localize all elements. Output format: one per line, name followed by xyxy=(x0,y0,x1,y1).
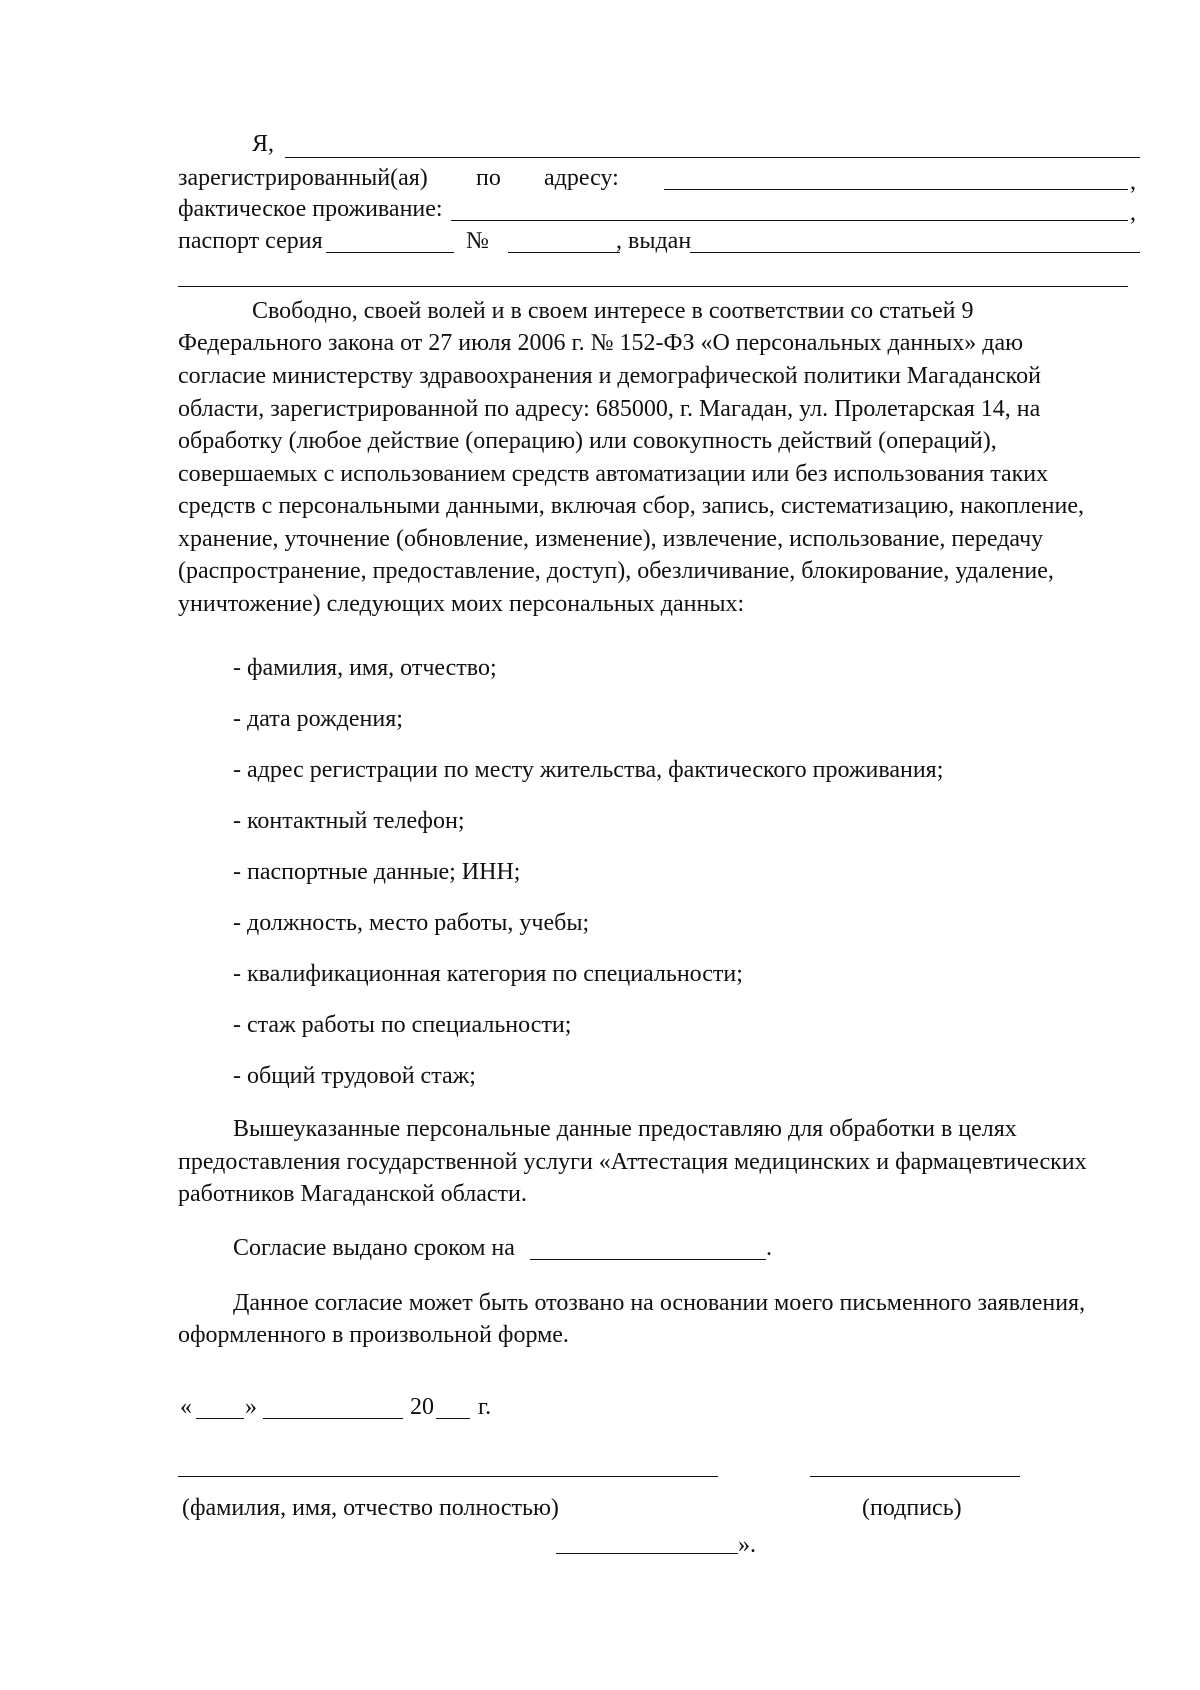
date-day-line[interactable] xyxy=(196,1418,244,1419)
date-year-line[interactable] xyxy=(436,1418,470,1419)
consent-line-3: согласие министерству здравоохранения и демографической политики Магаданской xyxy=(178,363,1041,389)
signature-caption: (подпись) xyxy=(862,1495,962,1521)
consent-line-6: совершаемых с использованием средств автоматизации или без использования таких xyxy=(178,461,1049,487)
revocation-line-1: Данное согласие может быть отозвано на основании моего письменного заявления, xyxy=(233,1290,1086,1316)
number-sign: № xyxy=(466,228,489,254)
issued-by-line-2[interactable] xyxy=(178,286,1128,287)
date-month-line[interactable] xyxy=(263,1418,403,1419)
revocation-line-2: оформленного в произвольной форме. xyxy=(178,1322,569,1348)
full-name-signature-line[interactable] xyxy=(178,1476,718,1477)
consent-line-8: хранение, уточнение (обновление, изменение), извлечение, использование, передачу xyxy=(178,526,1044,552)
data-item-birth-date: - дата рождения; xyxy=(233,706,403,732)
issued-label: , выдан xyxy=(616,228,692,254)
passport-label: паспорт серия xyxy=(178,228,323,254)
bottom-closing-quote: ». xyxy=(738,1532,756,1558)
issued-by-line[interactable] xyxy=(690,252,1140,253)
date-year-prefix: 20 xyxy=(410,1394,434,1420)
data-item-phone: - контактный телефон; xyxy=(233,808,465,834)
data-item-passport: - паспортные данные; ИНН; xyxy=(233,859,521,885)
data-item-total-experience: - общий трудовой стаж; xyxy=(233,1063,476,1089)
consent-line-1: Свободно, своей волей и в своем интересе в соответствии со статьей 9 xyxy=(252,298,974,324)
purpose-line-2: предоставления государственной услуги «Аттестация медицинских и фармацевтических xyxy=(178,1149,1087,1175)
consent-line-10: уничтожение) следующих моих персональных данных: xyxy=(178,591,745,617)
signature-line[interactable] xyxy=(810,1476,1020,1477)
comma-1: , xyxy=(1130,169,1136,195)
consent-line-7: средств с персональными данными, включая сбор, запись, систематизацию, накопление, xyxy=(178,493,1084,519)
comma-2: , xyxy=(1130,200,1136,226)
data-item-position: - должность, место работы, учебы; xyxy=(233,910,590,936)
name-field-line[interactable] xyxy=(285,157,1140,158)
consent-line-5: обработку (любое действие (операцию) или совокупность действий (операций), xyxy=(178,428,997,454)
bottom-field-line[interactable] xyxy=(556,1553,738,1554)
registration-address-line[interactable] xyxy=(664,189,1128,190)
full-name-caption: (фамилия, имя, отчество полностью) xyxy=(182,1495,559,1521)
date-open-quote: « xyxy=(180,1394,192,1420)
purpose-line-1: Вышеуказанные персональные данные предоставляю для обработки в целях xyxy=(233,1116,1017,1142)
date-close-quote: » xyxy=(245,1394,257,1420)
data-item-full-name: - фамилия, имя, отчество; xyxy=(233,655,497,681)
residence-address-line[interactable] xyxy=(451,220,1128,221)
data-item-address: - адрес регистрации по месту жительства, фактического проживания; xyxy=(233,757,944,783)
passport-series-line[interactable] xyxy=(326,252,454,253)
term-dot: . xyxy=(766,1235,772,1261)
term-field-line[interactable] xyxy=(530,1259,766,1260)
term-label: Согласие выдано сроком на xyxy=(233,1235,515,1261)
registered-label: зарегистрированный(ая) xyxy=(178,165,428,191)
consent-line-2: Федерального закона от 27 июля 2006 г. № 152-ФЗ «О персональных данных» даю xyxy=(178,330,1024,356)
purpose-line-3: работников Магаданской области. xyxy=(178,1181,527,1207)
consent-line-4: области, зарегистрированной по адресу: 685000, г. Магадан, ул. Пролетарская 14, на xyxy=(178,396,1041,422)
data-item-category: - квалификационная категория по специальности; xyxy=(233,961,743,987)
registered-po: по xyxy=(476,165,501,191)
data-item-experience: - стаж работы по специальности; xyxy=(233,1012,572,1038)
date-year-suffix: г. xyxy=(478,1394,492,1420)
registered-address-label: адресу: xyxy=(544,165,619,191)
form-i-label: Я, xyxy=(252,131,275,157)
consent-line-9: (распространение, предоставление, доступ), обезличивание, блокирование, удаление, xyxy=(178,558,1054,584)
residence-label: фактическое проживание: xyxy=(178,196,443,222)
passport-number-line[interactable] xyxy=(508,252,620,253)
